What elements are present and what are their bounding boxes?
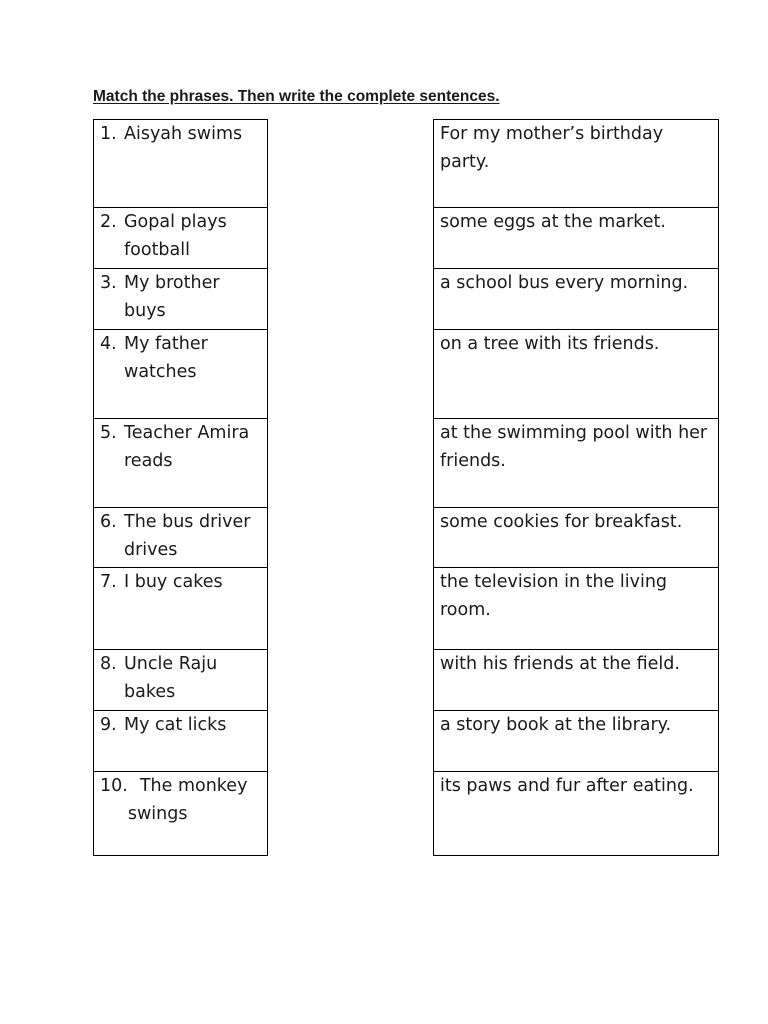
phrase-start: I buy cakes [124, 572, 223, 592]
phrase-start: My brother buys [124, 273, 220, 321]
left-cell-4 [93, 330, 268, 419]
item-number: 8. [100, 654, 117, 674]
right-cell-3: a school bus every morning. [433, 269, 719, 330]
worksheet-title: Match the phrases. Then write the complete sentences. [93, 88, 500, 105]
phrase-start: Aisyah swims [124, 124, 243, 144]
left-cell-9 [93, 711, 268, 772]
left-cell-6 [93, 508, 268, 568]
left-cell-5 [93, 419, 268, 508]
phrase-start: My cat licks [124, 715, 227, 735]
right-cell-6: some cookies for breakfast. [433, 508, 719, 568]
left-cell-7 [93, 568, 268, 650]
right-cell-5: at the swimming pool with her friends. [433, 419, 719, 508]
right-cell-1: For my mother’s birthday party. [433, 119, 719, 208]
phrase-start: Gopal plays football [124, 212, 227, 260]
right-cell-4: on a tree with its friends. [433, 330, 719, 419]
item-number: 9. [100, 715, 117, 735]
right-cell-9: a story book at the library. [433, 711, 719, 772]
left-cell-3 [93, 269, 268, 330]
phrase-start: The monkey swings [127, 776, 248, 824]
right-cell-2: some eggs at the market. [433, 208, 719, 269]
item-number: 7. [100, 572, 117, 592]
right-cell-7: the television in the living room. [433, 568, 719, 650]
left-cell-8 [93, 650, 268, 711]
phrase-start: My father watches [124, 334, 208, 382]
left-cell-10 [93, 772, 268, 856]
phrase-start: Teacher Amira reads [124, 423, 250, 471]
item-number: 1. [100, 124, 117, 144]
item-number: 3. [100, 273, 117, 293]
phrase-start: The bus driver drives [124, 512, 251, 560]
right-cell-8: with his friends at the field. [433, 650, 719, 711]
item-number: 2. [100, 212, 117, 232]
left-cell-1 [93, 119, 268, 208]
item-number: 5. [100, 423, 117, 443]
item-number: 6. [100, 512, 117, 532]
left-cell-2 [93, 208, 268, 269]
item-number: 4. [100, 334, 117, 354]
phrase-start: Uncle Raju bakes [124, 654, 218, 702]
right-cell-10: its paws and fur after eating. [433, 772, 719, 856]
item-number: 10. [100, 776, 128, 796]
